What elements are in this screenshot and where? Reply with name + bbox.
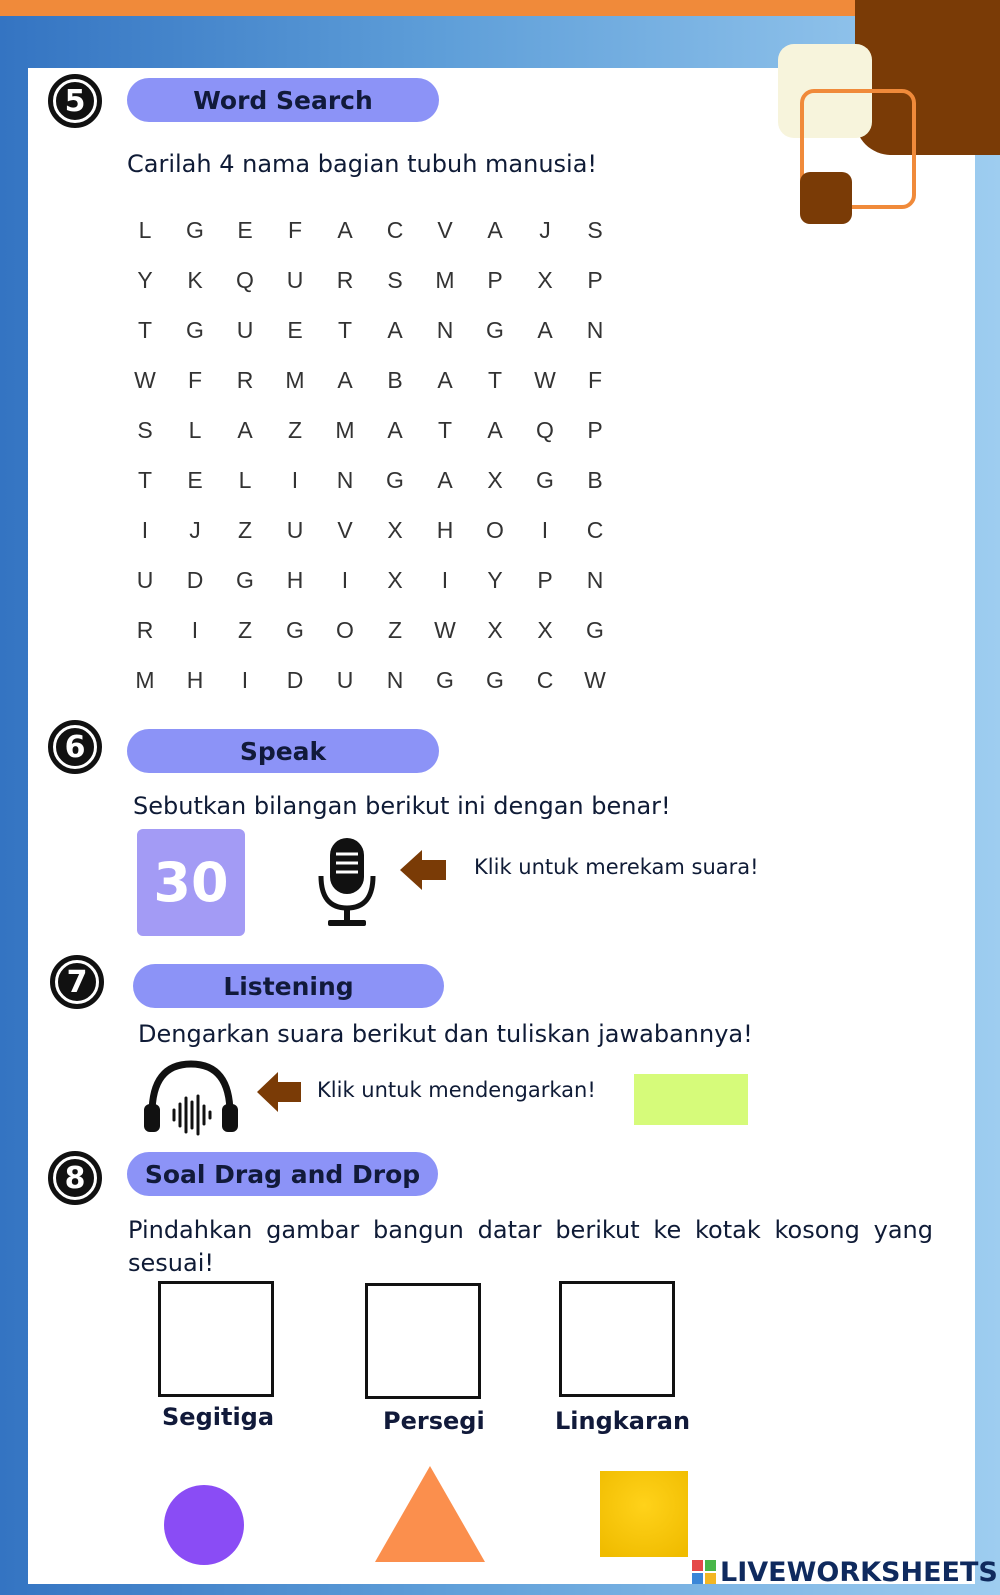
section-7-number-badge bbox=[50, 955, 104, 1009]
grid-letter[interactable]: P bbox=[587, 266, 603, 293]
arrow-left-icon bbox=[400, 850, 446, 890]
label-lingkaran: Lingkaran bbox=[555, 1407, 691, 1435]
grid-letter[interactable]: M bbox=[285, 366, 305, 393]
grid-letter[interactable]: H bbox=[286, 566, 304, 593]
grid-letter[interactable]: L bbox=[138, 216, 152, 243]
grid-letter[interactable]: I bbox=[291, 466, 299, 493]
grid-letter[interactable]: A bbox=[437, 466, 453, 493]
grid-letter[interactable]: F bbox=[287, 216, 303, 243]
grid-letter[interactable]: U bbox=[286, 266, 304, 293]
grid-letter[interactable]: Z bbox=[287, 416, 303, 443]
grid-letter[interactable]: T bbox=[137, 316, 153, 343]
record-hint: Klik untuk merekam suara! bbox=[474, 855, 759, 879]
grid-letter[interactable]: O bbox=[336, 616, 354, 643]
grid-letter[interactable]: M bbox=[135, 666, 155, 693]
grid-letter[interactable]: G bbox=[436, 666, 454, 693]
drop-box-persegi[interactable] bbox=[365, 1283, 481, 1399]
section-5-title: Word Search bbox=[193, 85, 373, 115]
grid-letter[interactable]: X bbox=[387, 516, 403, 543]
grid-letter[interactable]: W bbox=[134, 366, 156, 393]
grid-letter[interactable]: X bbox=[487, 466, 503, 493]
grid-letter[interactable]: A bbox=[337, 366, 353, 393]
drag-drop-instruction-line2: sesuai! bbox=[128, 1249, 214, 1277]
section-7-title: Listening bbox=[223, 971, 354, 1001]
grid-letter[interactable]: G bbox=[186, 216, 204, 243]
label-persegi: Persegi bbox=[383, 1407, 485, 1435]
drop-box-segitiga[interactable] bbox=[158, 1281, 274, 1397]
grid-letter[interactable]: G bbox=[286, 616, 304, 643]
grid-letter[interactable]: N bbox=[386, 666, 404, 693]
grid-letter[interactable]: Q bbox=[236, 266, 254, 293]
grid-letter[interactable]: N bbox=[436, 316, 454, 343]
listening-answer-field[interactable] bbox=[634, 1074, 748, 1125]
grid-letter[interactable]: S bbox=[137, 416, 153, 443]
draggable-circle-shape[interactable] bbox=[163, 1484, 245, 1566]
label-segitiga: Segitiga bbox=[162, 1403, 275, 1431]
grid-letter[interactable]: D bbox=[186, 566, 204, 593]
grid-letter[interactable]: M bbox=[435, 266, 455, 293]
section-8-number-badge bbox=[48, 1151, 102, 1205]
grid-letter[interactable]: B bbox=[587, 466, 603, 493]
grid-letter[interactable]: O bbox=[486, 516, 504, 543]
grid-letter[interactable]: A bbox=[487, 216, 503, 243]
grid-letter[interactable]: T bbox=[137, 466, 153, 493]
draggable-triangle-shape[interactable] bbox=[375, 1466, 485, 1562]
grid-letter[interactable]: U bbox=[336, 666, 354, 693]
grid-letter[interactable]: I bbox=[341, 566, 349, 593]
grid-letter[interactable]: Z bbox=[387, 616, 403, 643]
grid-letter[interactable]: Z bbox=[237, 616, 253, 643]
grid-letter[interactable]: L bbox=[188, 416, 202, 443]
grid-letter[interactable]: J bbox=[539, 216, 551, 243]
grid-letter[interactable]: G bbox=[236, 566, 254, 593]
grid-letter[interactable]: A bbox=[537, 316, 553, 343]
grid-letter[interactable]: Y bbox=[487, 566, 503, 593]
section-8-number: 8 bbox=[53, 1156, 97, 1200]
word-search-instruction: Carilah 4 nama bagian tubuh manusia! bbox=[127, 150, 598, 178]
grid-letter[interactable]: B bbox=[387, 366, 403, 393]
section-8-title: Soal Drag and Drop bbox=[144, 1159, 421, 1189]
drop-box-lingkaran[interactable] bbox=[559, 1281, 675, 1397]
grid-letter[interactable]: J bbox=[189, 516, 201, 543]
grid-letter[interactable]: H bbox=[186, 666, 204, 693]
grid-letter[interactable]: C bbox=[386, 216, 404, 243]
word-search-grid[interactable] bbox=[120, 205, 620, 705]
grid-letter[interactable]: K bbox=[187, 266, 203, 293]
speak-instruction: Sebutkan bilangan berikut ini dengan benar! bbox=[133, 792, 671, 820]
brand-logo bbox=[692, 1555, 998, 1589]
grid-letter[interactable]: G bbox=[536, 466, 554, 493]
grid-letter[interactable]: C bbox=[536, 666, 554, 693]
grid-letter[interactable]: E bbox=[237, 216, 253, 243]
grid-letter[interactable]: Z bbox=[237, 516, 253, 543]
section-6-number-badge bbox=[48, 720, 102, 774]
headphones-icon[interactable] bbox=[142, 1058, 240, 1136]
section-5-number: 5 bbox=[53, 79, 97, 123]
liveworksheets-logo-icon bbox=[692, 1560, 716, 1584]
section-8-title-pill bbox=[127, 1152, 438, 1196]
grid-letter[interactable]: A bbox=[237, 416, 253, 443]
grid-letter[interactable]: G bbox=[186, 316, 204, 343]
grid-letter[interactable]: V bbox=[337, 516, 353, 543]
grid-letter[interactable]: U bbox=[136, 566, 154, 593]
section-7-number: 7 bbox=[55, 960, 99, 1004]
grid-letter[interactable]: R bbox=[236, 366, 254, 393]
grid-letter[interactable]: I bbox=[191, 616, 199, 643]
grid-letter[interactable]: L bbox=[238, 466, 252, 493]
grid-letter[interactable]: T bbox=[337, 316, 353, 343]
top-orange-stripe bbox=[0, 0, 1000, 16]
grid-letter[interactable]: G bbox=[486, 316, 504, 343]
grid-letter[interactable]: A bbox=[337, 216, 353, 243]
arrow-left-icon bbox=[257, 1072, 301, 1112]
grid-letter[interactable]: A bbox=[487, 416, 503, 443]
drag-drop-instruction-line1: Pindahkan gambar bangun datar berikut ke kotak kosong yang bbox=[128, 1216, 933, 1244]
grid-letter[interactable]: A bbox=[387, 316, 403, 343]
grid-letter[interactable]: W bbox=[534, 366, 556, 393]
grid-letter[interactable]: H bbox=[436, 516, 454, 543]
section-5-number-badge bbox=[48, 74, 102, 128]
grid-letter[interactable]: W bbox=[434, 616, 456, 643]
section-6-title-pill bbox=[127, 729, 439, 773]
grid-letter[interactable]: I bbox=[241, 666, 249, 693]
grid-letter[interactable]: T bbox=[487, 366, 503, 393]
grid-letter[interactable]: X bbox=[387, 566, 403, 593]
grid-letter[interactable]: W bbox=[584, 666, 606, 693]
grid-letter[interactable]: A bbox=[437, 366, 453, 393]
section-6-title: Speak bbox=[239, 736, 327, 766]
microphone-icon[interactable] bbox=[316, 836, 378, 928]
grid-letter[interactable]: R bbox=[136, 616, 154, 643]
grid-letter[interactable]: U bbox=[286, 516, 304, 543]
grid-letter[interactable]: V bbox=[437, 216, 453, 243]
grid-letter[interactable]: X bbox=[487, 616, 503, 643]
grid-letter[interactable]: F bbox=[587, 366, 603, 393]
grid-letter[interactable]: N bbox=[336, 466, 354, 493]
grid-letter[interactable]: I bbox=[141, 516, 149, 543]
brand-name: LIVEWORKSHEETS bbox=[720, 1556, 998, 1588]
grid-letter[interactable]: I bbox=[541, 516, 549, 543]
grid-letter[interactable]: P bbox=[487, 266, 503, 293]
grid-letter[interactable]: N bbox=[586, 316, 604, 343]
grid-letter[interactable]: S bbox=[387, 266, 403, 293]
section-7-title-pill bbox=[133, 964, 444, 1008]
grid-letter[interactable]: G bbox=[386, 466, 404, 493]
grid-letter[interactable]: U bbox=[236, 316, 254, 343]
grid-letter[interactable]: G bbox=[486, 666, 504, 693]
number-card: 30 bbox=[137, 829, 245, 936]
grid-letter[interactable]: M bbox=[335, 416, 355, 443]
grid-letter[interactable]: T bbox=[437, 416, 453, 443]
listen-hint: Klik untuk mendengarkan! bbox=[317, 1078, 596, 1102]
grid-letter[interactable]: X bbox=[537, 616, 553, 643]
grid-letter[interactable]: S bbox=[587, 216, 603, 243]
grid-letter[interactable]: F bbox=[187, 366, 203, 393]
section-5-title-pill bbox=[127, 78, 439, 122]
grid-letter[interactable]: P bbox=[537, 566, 553, 593]
grid-letter[interactable]: D bbox=[286, 666, 304, 693]
grid-letter[interactable]: Y bbox=[137, 266, 153, 293]
section-6-number: 6 bbox=[53, 725, 97, 769]
grid-letter[interactable]: C bbox=[586, 516, 604, 543]
grid-letter[interactable]: R bbox=[336, 266, 354, 293]
grid-letter[interactable]: E bbox=[287, 316, 303, 343]
listening-instruction: Dengarkan suara berikut dan tuliskan jawabannya! bbox=[138, 1020, 753, 1048]
grid-letter[interactable]: Q bbox=[536, 416, 554, 443]
decor-brown-small-square bbox=[800, 172, 852, 224]
draggable-square-shape[interactable] bbox=[600, 1471, 688, 1557]
grid-letter[interactable]: X bbox=[537, 266, 553, 293]
grid-letter[interactable]: A bbox=[387, 416, 403, 443]
grid-letter[interactable]: E bbox=[187, 466, 203, 493]
grid-letter[interactable]: G bbox=[586, 616, 604, 643]
grid-letter[interactable]: N bbox=[586, 566, 604, 593]
grid-letter[interactable]: P bbox=[587, 416, 603, 443]
grid-letter[interactable]: I bbox=[441, 566, 449, 593]
